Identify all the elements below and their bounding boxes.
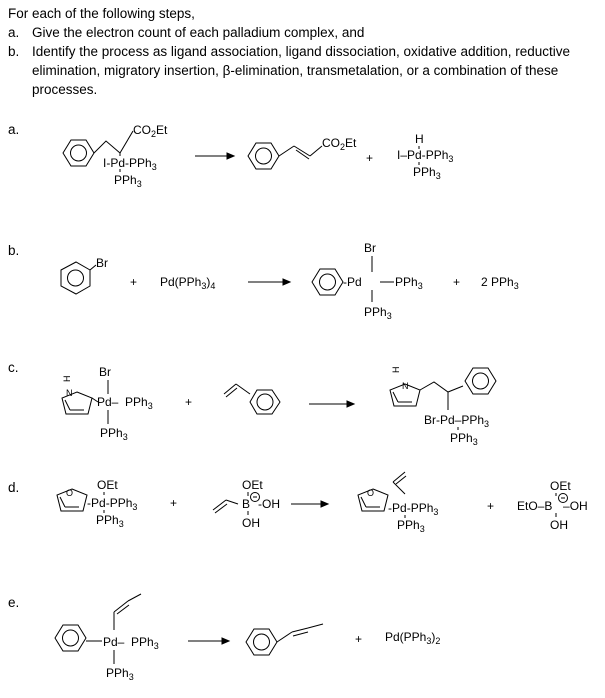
co2et-label: $CO_2Et$ (133, 123, 168, 139)
br-label: Br (99, 365, 111, 379)
pph3-label: PPh$_3$ (364, 305, 392, 321)
benzene-ring (61, 262, 90, 294)
benzene-ring (312, 269, 343, 295)
problem-label-c: c. (8, 360, 19, 375)
plus-sign: + (366, 151, 374, 165)
benzene-ring (55, 625, 86, 651)
br-label: Br (96, 256, 108, 270)
instruction-a-label: a. (8, 25, 20, 40)
problem-label-a: a. (8, 122, 20, 137)
n-label: N (402, 381, 409, 391)
oet-label: OEt (97, 478, 118, 492)
benzene-ring (246, 629, 277, 655)
benzene-ring (248, 143, 279, 169)
h-label: H (415, 132, 424, 146)
h-label: H (62, 375, 72, 382)
pph3-label: PPh$_3$ (106, 666, 134, 682)
pd-label: Pd– (97, 395, 119, 409)
instruction-b-text: Identify the process as ligand association, ligand dissociation, oxidative addition, reductive elimination, migratory insertion, β-elimination, transmetalation, or a combination of these processes. (32, 44, 571, 97)
benzene-ring (250, 390, 280, 414)
plus-sign: + (185, 395, 193, 409)
h-label: H (391, 366, 401, 373)
pd-label: -Pd (343, 275, 362, 289)
pd-complex-label: -Pd-PPh$_3$ (87, 496, 138, 512)
pph3-label: PPh$_3$ (96, 513, 124, 529)
pd-label: Pd– (103, 635, 125, 649)
pph3-label: PPh$_3$ (125, 395, 153, 411)
o-label: O (367, 488, 375, 498)
oh-label: –OH (563, 499, 588, 513)
reaction-a (63, 123, 453, 189)
oet-label: OEt (242, 478, 263, 492)
problem-label-e: e. (8, 595, 20, 610)
pph3-label: PPh$_3$ (131, 635, 159, 651)
instruction-b-label: b. (8, 44, 20, 59)
pd-complex-label: -Pd-PPh$_3$ (388, 501, 439, 517)
oet-label: OEt (550, 479, 571, 493)
problem-label-b: b. (8, 243, 20, 258)
pph3-label: PPh$_3$ (450, 431, 478, 447)
pd-pph3-4-label: $Pd(PPh_3)_4$ (160, 275, 216, 291)
pd-complex-label: I–Pd-PPh$_3$ (397, 148, 454, 164)
pph3-label: PPh$_3$ (413, 165, 441, 181)
reaction-d (57, 472, 588, 534)
plus-sign: + (355, 632, 363, 646)
oh-label: -OH (258, 497, 280, 511)
oh-label: OH (550, 518, 568, 532)
o-label: O (66, 488, 74, 498)
pph3-label: PPh$_3$ (395, 275, 423, 291)
pd-pph3-2-label: $Pd(PPh_3)_2$ (385, 630, 441, 646)
pph3-label: PPh$_3$ (114, 173, 142, 189)
plus-sign: + (487, 499, 495, 513)
pph3-label: PPh$_3$ (397, 518, 425, 534)
br-label: Br (364, 241, 376, 255)
benzene-ring (465, 368, 496, 394)
pph3-label: PPh$_3$ (100, 426, 128, 442)
instructions-heading: For each of the following steps, (8, 6, 195, 21)
pd-complex-label: I-Pd-PPh$_3$ (103, 156, 157, 172)
reaction-e (55, 594, 440, 682)
instruction-a-text: Give the electron count of each palladium complex, and (32, 25, 365, 40)
pd-complex-label: Br-Pd–PPh$_3$ (424, 413, 490, 429)
boron-label: EtO–B (517, 499, 553, 513)
benzene-ring (63, 140, 94, 166)
two-pph3-label: 2 PPh$_3$ (481, 275, 519, 291)
plus-sign: + (130, 275, 138, 289)
n-label: N (66, 388, 73, 398)
reaction-c (62, 365, 496, 447)
plus-sign: + (170, 496, 178, 510)
reaction-b (61, 241, 519, 321)
oh-label: OH (242, 516, 260, 530)
problem-label-d: d. (8, 480, 20, 495)
co2et-label: $CO_2Et$ (322, 136, 357, 152)
boron-label: B (242, 497, 251, 511)
plus-sign: + (453, 275, 461, 289)
